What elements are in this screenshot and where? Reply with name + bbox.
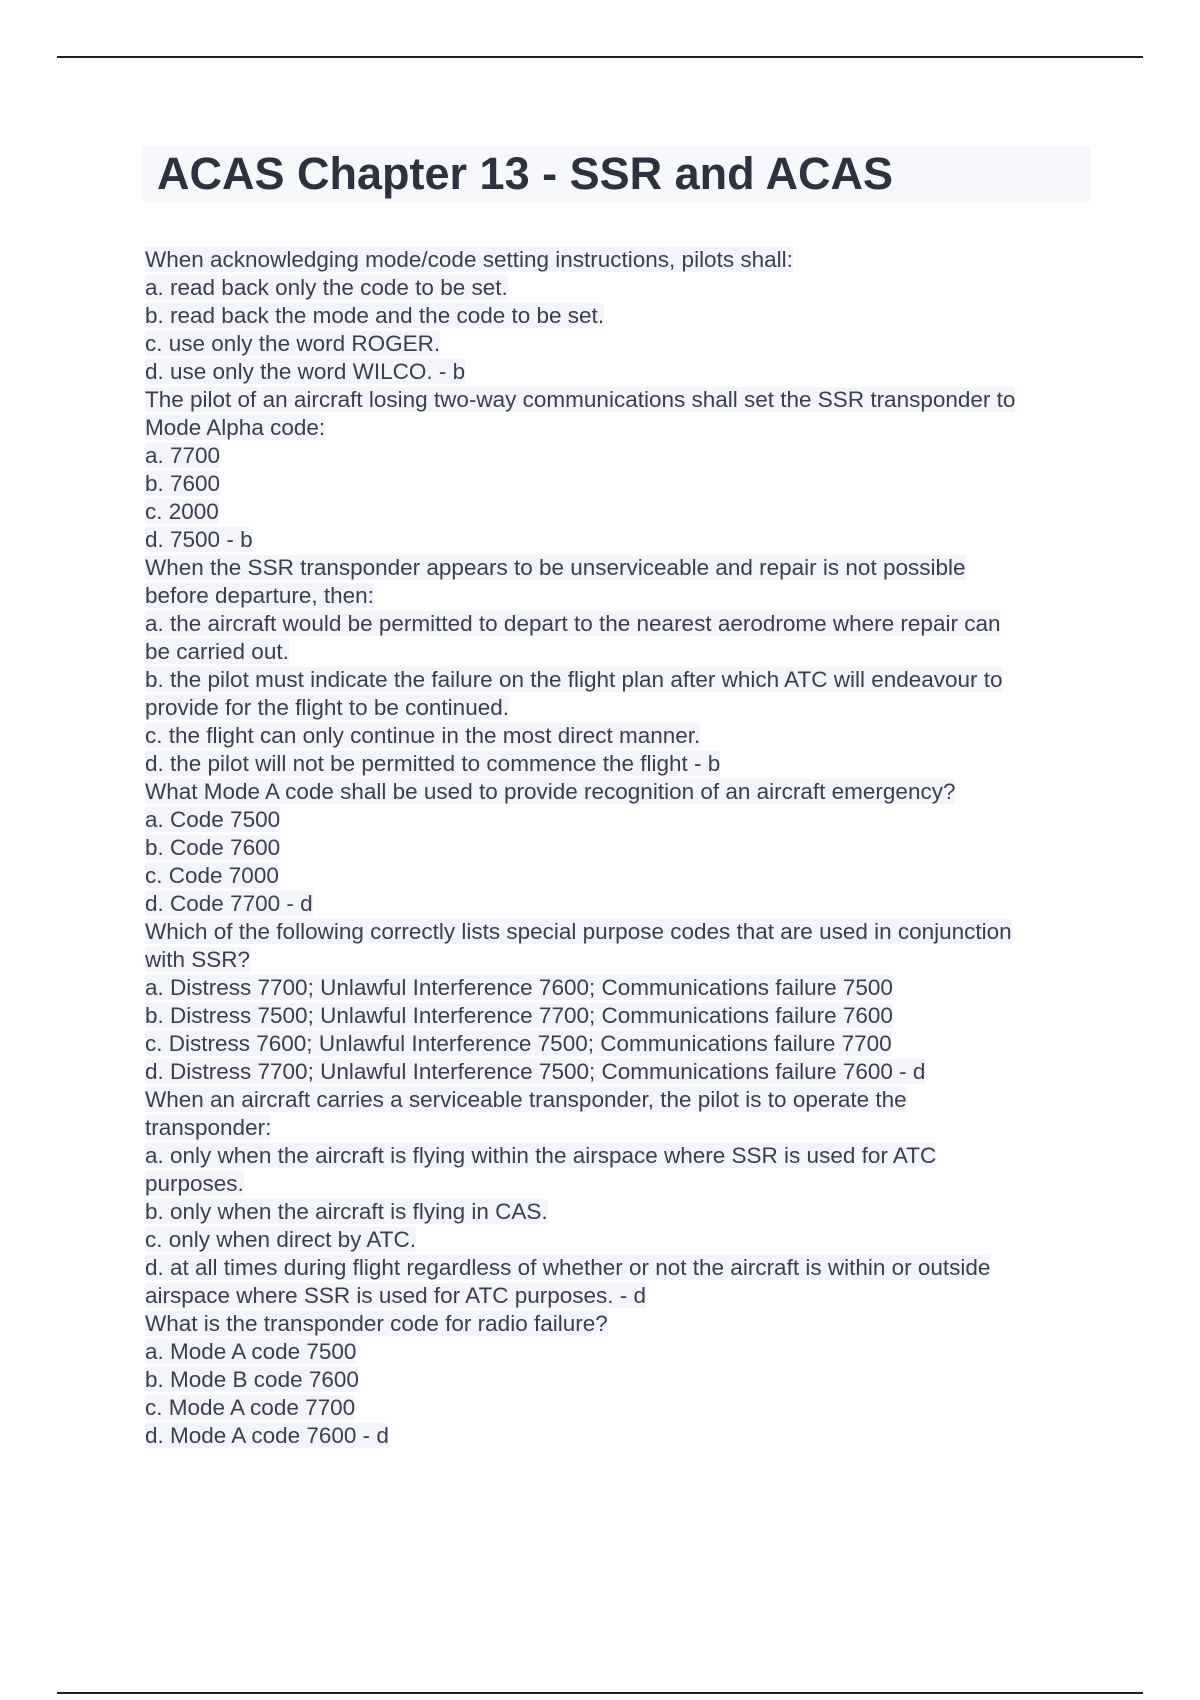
- answer-option: b. only when the aircraft is flying in CAS.: [145, 1199, 548, 1224]
- header-rule: [57, 56, 1143, 58]
- answer-option: provide for the flight to be continued.: [145, 695, 509, 720]
- answer-option: d. at all times during flight regardless of whether or not the aircraft is within or outside: [145, 1255, 991, 1280]
- answer-option: a. the aircraft would be permitted to depart to the nearest aerodrome where repair can: [145, 611, 1001, 636]
- answer-option: be carried out.: [145, 639, 289, 664]
- answer-option: a. Mode A code 7500: [145, 1339, 357, 1364]
- question-line: When the SSR transponder appears to be unserviceable and repair is not possible: [145, 555, 966, 580]
- question-line: What Mode A code shall be used to provide recognition of an aircraft emergency?: [145, 779, 956, 804]
- question-line: When acknowledging mode/code setting instructions, pilots shall:: [145, 247, 793, 272]
- answer-option: b. the pilot must indicate the failure on the flight plan after which ATC will endeavour to: [145, 667, 1003, 692]
- answer-option: a. Distress 7700; Unlawful Interference 7600; Communications failure 7500: [145, 975, 893, 1000]
- question-line: with SSR?: [145, 947, 251, 972]
- answer-option: a. read back only the code to be set.: [145, 275, 508, 300]
- question-line: When an aircraft carries a serviceable transponder, the pilot is to operate the: [145, 1087, 907, 1112]
- answer-option: b. read back the mode and the code to be set.: [145, 303, 605, 328]
- page-title: ACAS Chapter 13 - SSR and ACAS: [157, 148, 893, 199]
- answer-option: c. use only the word ROGER.: [145, 331, 441, 356]
- answer-option: c. the flight can only continue in the most direct manner.: [145, 723, 701, 748]
- answer-option: c. Distress 7600; Unlawful Interference 7500; Communications failure 7700: [145, 1031, 892, 1056]
- question-line: before departure, then:: [145, 583, 374, 608]
- answer-option: c. Mode A code 7700: [145, 1395, 356, 1420]
- title-bar: [143, 146, 1091, 202]
- answer-option: d. Distress 7700; Unlawful Interference 7500; Communications failure 7600 - d: [145, 1059, 926, 1084]
- answer-option: b. 7600: [145, 471, 221, 496]
- answer-option: b. Mode B code 7600: [145, 1367, 359, 1392]
- footer-rule: [57, 1692, 1143, 1694]
- answer-option: purposes.: [145, 1171, 244, 1196]
- answer-option: airspace where SSR is used for ATC purposes. - d: [145, 1283, 647, 1308]
- question-line: What is the transponder code for radio failure?: [145, 1311, 608, 1336]
- answer-option: c. Code 7000: [145, 863, 279, 888]
- answer-option: d. Mode A code 7600 - d: [145, 1423, 389, 1448]
- answer-option: c. only when direct by ATC.: [145, 1227, 416, 1252]
- answer-option: b. Distress 7500; Unlawful Interference 7700; Communications failure 7600: [145, 1003, 893, 1028]
- question-line: The pilot of an aircraft losing two-way communications shall set the SSR transponder to: [145, 387, 1016, 412]
- answer-option: a. 7700: [145, 443, 221, 468]
- question-line: Which of the following correctly lists special purpose codes that are used in conjunction: [145, 919, 1012, 944]
- answer-option: b. Code 7600: [145, 835, 281, 860]
- answer-option: d. the pilot will not be permitted to commence the flight - b: [145, 751, 721, 776]
- answer-option: d. Code 7700 - d: [145, 891, 313, 916]
- qa-content: [145, 246, 1095, 1450]
- answer-option: d. 7500 - b: [145, 527, 253, 552]
- answer-option: a. Code 7500: [145, 807, 281, 832]
- question-line: Mode Alpha code:: [145, 415, 326, 440]
- answer-option: a. only when the aircraft is flying within the airspace where SSR is used for ATC: [145, 1143, 937, 1168]
- answer-option: d. use only the word WILCO. - b: [145, 359, 466, 384]
- answer-option: c. 2000: [145, 499, 219, 524]
- question-line: transponder:: [145, 1115, 272, 1140]
